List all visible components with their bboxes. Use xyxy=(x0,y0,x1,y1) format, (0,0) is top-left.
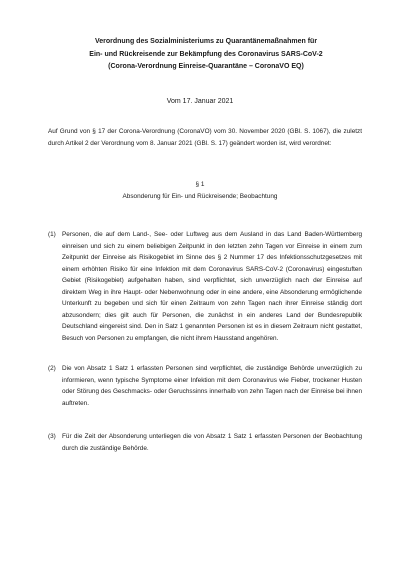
paragraph-1 xyxy=(48,229,362,344)
document-title: Verordnung des Sozialministeriums zu Quarantänemaßnahmen für Ein- und Rückreisende zur Bekämpfung des Coronavirus SARS-CoV-2 (Corona-Verordnung Einreise-Quarantäne – CoronaVO EQ) xyxy=(89,38,323,70)
paragraph-number: (1) xyxy=(48,231,56,238)
document-date: Vom 17. Januar 2021 xyxy=(166,98,234,105)
section-heading: Absonderung für Ein- und Rückreisende; Beobachtung xyxy=(122,193,278,200)
paragraph-text: Die von Absatz 1 Satz 1 erfassten Personen sind verpflichtet, die zuständige Behörde unverzüglich zu informieren, wenn typische Symptome einer Infektion mit dem Coronavirus wie Fieber, trockener Husten oder Störung des Geschmacks- oder Geruchssinns innerhalb von zehn Tagen nach der Einreise bei ihnen auftreten. xyxy=(62,365,362,407)
paragraph-number: (2) xyxy=(48,365,56,372)
section-number: § 1 xyxy=(195,181,205,188)
preamble-text: Auf Grund von § 17 der Corona-Verordnung (CoronaVO) vom 30. November 2020 (GBl. S. 1067), die zuletzt durch Artikel 2 der Verordnung vom 8. Januar 2021 (GBl. S. 17) geändert worden ist, wird verordnet: xyxy=(48,128,362,147)
paragraph-2 xyxy=(48,363,362,409)
paragraph-number: (3) xyxy=(48,433,56,440)
paragraph-3 xyxy=(48,431,362,454)
paragraph-text: Personen, die auf dem Land-, See- oder Luftweg aus dem Ausland in das Land Baden-Württemberg einreisen und sich zu einem beliebigen Zeitpunkt in den letzten zehn Tagen vor Einreise in einem zum Zeitpunkt der Einreise als Risikogebiet im Sinne des § 2 Nummer 17 des Infektionsschutzgesetzes mit einem erhöhten Risiko für eine Infektion mit dem Coronavirus SARS-CoV-2 (Coronavirus) eingestuften Gebiet (Risikogebiet) aufgehalten haben, sind verpflichtet, sich unverzüglich nach der Einreise auf direktem Weg in ihre Haupt- oder Nebenwohnung oder in eine andere, eine Absonderung ermöglichende Unterkunft zu begeben und sich für einen Zeitraum von zehn Tagen nach ihrer Einreise ständig dort abzusondern; dies gilt auch für Personen, die zunächst in ein anderes Land der Bundesrepublik Deutschland eingereist sind. Den in Satz 1 genannten Personen ist es in diesem Zeitraum nicht gestattet, Besuch von Personen zu empfangen, die nicht ihrem Hausstand angehören. xyxy=(62,231,362,342)
paragraph-text: Für die Zeit der Absonderung unterliegen die von Absatz 1 Satz 1 erfassten Personen der Beobachtung durch die zuständige Behörde. xyxy=(62,433,362,452)
